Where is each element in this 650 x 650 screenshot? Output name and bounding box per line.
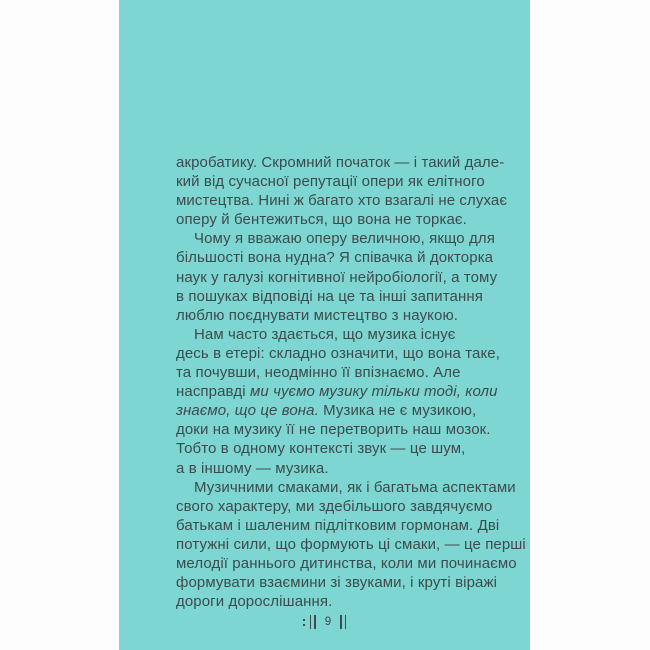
repeat-dots	[303, 619, 305, 626]
body-text: кий від сучасної репутації опери як елітного	[176, 173, 485, 191]
body-text: потужні сили, що формують ці смаки, — це перші	[176, 535, 526, 553]
book-page	[119, 0, 530, 650]
text-line	[176, 153, 505, 172]
body-text: батькам і шаленим підлітковим гормонам. Дві	[176, 516, 500, 534]
text-line	[176, 535, 526, 554]
repeat-end-barline-icon	[303, 615, 316, 629]
body-text: Тобто в одному контексті звук — це шум,	[176, 440, 466, 458]
text-line	[176, 459, 486, 478]
text-line	[176, 439, 486, 458]
body-text: десь в етері: складно означити, що вона таке,	[176, 344, 501, 362]
page-number: 9	[324, 616, 332, 628]
body-text: формувати взаємини зі звуками, і круті віражі	[176, 574, 498, 592]
paragraph	[176, 478, 526, 612]
body-text: Музичними смаками, як і багатьма аспектами	[194, 478, 516, 496]
text-line	[176, 172, 486, 191]
body-text: оперу й бентежиться, що вона не торкає.	[176, 211, 467, 229]
body-text: Чому я вважаю оперу величною, якщо для	[194, 230, 495, 248]
italic-text: ми чуємо музику тільки тоді, коли	[250, 383, 498, 401]
body-text: Музика не є музикою,	[318, 402, 477, 420]
body-text: мистецтва. Нині ж багато хто взагалі не слухає	[176, 192, 508, 210]
paragraph	[176, 325, 501, 478]
text-line	[176, 592, 486, 611]
text-line	[176, 478, 516, 497]
text-line	[176, 325, 486, 344]
text-line	[176, 248, 494, 267]
text-line	[176, 497, 493, 516]
body-text: насправді	[176, 383, 250, 401]
body-text: акробатику. Скромний початок — і такий дале-	[176, 154, 505, 171]
text-line	[176, 382, 498, 401]
body-text: свого характеру, ми здебільшого завдячуємо	[176, 497, 493, 515]
page-footer	[119, 611, 530, 633]
paragraph	[176, 153, 508, 229]
text-block	[176, 153, 526, 611]
text-line	[176, 287, 486, 306]
italic-text: знаємо, що це вона.	[176, 402, 319, 420]
body-text: та почувши, неодмінно її впізнаємо. Але	[176, 364, 461, 382]
text-line	[176, 516, 500, 535]
paragraph	[176, 229, 498, 324]
text-line	[176, 229, 495, 248]
body-text: люблю поєднувати мистецтво з наукою.	[176, 306, 459, 324]
body-text: в пошуках відповіді на це та інші запитання	[176, 287, 483, 305]
body-text: Нам часто здається, що музика існує	[194, 325, 456, 343]
body-text: більшості вона нудна? Я співачка й докторка	[176, 249, 494, 267]
body-text: мелодії раннього дитинства, коли ми починаємо	[176, 554, 517, 572]
text-line	[176, 554, 517, 573]
text-line	[176, 268, 498, 287]
body-text: наук у галузі когнітивної нейробіології, а тому	[176, 268, 498, 286]
text-line	[176, 306, 486, 325]
body-text: а в іншому — музика.	[176, 459, 329, 477]
text-line	[176, 401, 486, 420]
text-line	[176, 363, 486, 382]
text-line	[176, 210, 486, 229]
double-barline-icon	[340, 615, 346, 629]
text-line	[176, 191, 508, 210]
text-line	[176, 573, 498, 592]
text-line	[176, 344, 501, 363]
body-text: доки на музику її не перетворить наш мозок.	[176, 421, 491, 439]
body-text: дороги дорослішання.	[176, 593, 333, 611]
text-line	[176, 420, 491, 439]
